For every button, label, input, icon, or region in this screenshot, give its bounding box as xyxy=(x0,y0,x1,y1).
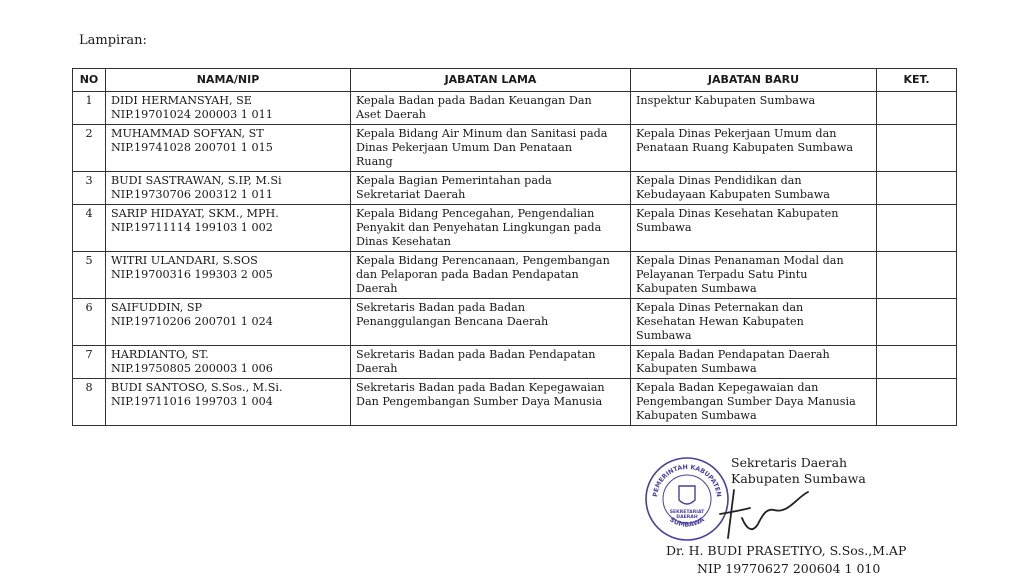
new-position-line: Pengembangan Sumber Daya Manusia xyxy=(636,395,856,408)
employee-name: SAIFUDDIN, SP xyxy=(111,301,203,314)
old-position-line: Dinas Pekerjaan Umum Dan Penataan xyxy=(356,141,573,154)
new-position-line: Sumbawa xyxy=(636,221,692,234)
new-position-line: Kepala Dinas Peternakan dan xyxy=(636,301,804,314)
old-position-line: Sekretariat Daerah xyxy=(356,188,466,201)
employee-nip: NIP.19710206 200701 1 024 xyxy=(111,315,273,328)
cell-nama-nip xyxy=(106,125,351,172)
cell-nama-nip xyxy=(106,346,351,379)
header-jabatan-lama: JABATAN LAMA xyxy=(351,69,631,92)
new-position-line: Kepala Badan Pendapatan Daerah xyxy=(636,348,830,361)
cell-jabatan-lama xyxy=(351,172,631,205)
old-position-line: Sekretaris Badan pada Badan Pendapatan xyxy=(356,348,596,361)
old-position-line: dan Pelaporan pada Badan Pendapatan xyxy=(356,268,579,281)
table-row xyxy=(73,172,957,205)
table-row xyxy=(73,252,957,299)
employee-nip: NIP.19711016 199703 1 004 xyxy=(111,395,273,408)
cell-ket xyxy=(877,299,957,346)
old-position-line: Kepala Bidang Pencegahan, Pengendalian xyxy=(356,207,595,220)
employee-nip: NIP.19730706 200312 1 011 xyxy=(111,188,273,201)
cell-no: 3 xyxy=(73,172,106,205)
employee-name: BUDI SANTOSO, S.Sos., M.Si. xyxy=(111,381,283,394)
cell-nama-nip xyxy=(106,205,351,252)
employee-name: BUDI SASTRAWAN, S.IP, M.Si xyxy=(111,174,282,187)
cell-no: 2 xyxy=(73,125,106,172)
old-position-line: Ruang xyxy=(356,155,393,168)
new-position-line: Kepala Dinas Penanaman Modal dan xyxy=(636,254,844,267)
signatory-name: Dr. H. BUDI PRASETIYO, S.Sos.,M.AP xyxy=(666,543,907,558)
cell-nama-nip xyxy=(106,379,351,426)
stamp-bottom-text: SUMBAWA xyxy=(668,515,706,529)
new-position-line: Sumbawa xyxy=(636,329,692,342)
signatory-title-1: Sekretaris Daerah xyxy=(731,455,848,470)
cell-jabatan-baru xyxy=(631,172,877,205)
new-position-line: Kabupaten Sumbawa xyxy=(636,362,757,375)
new-position-line: Kepala Dinas Pekerjaan Umum dan xyxy=(636,127,837,140)
cell-no: 5 xyxy=(73,252,106,299)
cell-no: 7 xyxy=(73,346,106,379)
cell-nama-nip xyxy=(106,172,351,205)
cell-no: 4 xyxy=(73,205,106,252)
cell-jabatan-baru xyxy=(631,346,877,379)
cell-nama-nip xyxy=(106,252,351,299)
table-row xyxy=(73,92,957,125)
cell-jabatan-lama xyxy=(351,379,631,426)
signatory-nip: NIP 19770627 200604 1 010 xyxy=(697,561,881,576)
stamp-emblem-icon xyxy=(679,486,695,504)
stamp-top-text: PEMERINTAH KABUPATEN xyxy=(652,463,722,498)
old-position-line: Dinas Kesehatan xyxy=(356,235,452,248)
new-position-line: Kabupaten Sumbawa xyxy=(636,282,757,295)
header-ket: KET. xyxy=(877,69,957,92)
new-position-line: Kepala Dinas Pendidikan dan xyxy=(636,174,802,187)
employee-name: HARDIANTO, ST. xyxy=(111,348,209,361)
new-position-line: Penataan Ruang Kabupaten Sumbawa xyxy=(636,141,853,154)
cell-ket xyxy=(877,205,957,252)
cell-jabatan-lama xyxy=(351,205,631,252)
old-position-line: Penanggulangan Bencana Daerah xyxy=(356,315,549,328)
new-position-line: Kepala Badan Kepegawaian dan xyxy=(636,381,819,394)
new-position-line: Inspektur Kabupaten Sumbawa xyxy=(636,94,816,107)
old-position-line: Kepala Badan pada Badan Keuangan Dan xyxy=(356,94,592,107)
employee-nip: NIP.19741028 200701 1 015 xyxy=(111,141,273,154)
cell-ket xyxy=(877,252,957,299)
table-row xyxy=(73,379,957,426)
cell-jabatan-baru xyxy=(631,379,877,426)
old-position-line: Penyakit dan Penyehatan Lingkungan pada xyxy=(356,221,602,234)
signatory-title-2: Kabupaten Sumbawa xyxy=(731,471,866,486)
new-position-line: Kabupaten Sumbawa xyxy=(636,409,757,422)
cell-jabatan-baru xyxy=(631,125,877,172)
old-position-line: Kepala Bagian Pemerintahan pada xyxy=(356,174,552,187)
table-header-row xyxy=(73,69,957,92)
cell-no: 8 xyxy=(73,379,106,426)
table-row xyxy=(73,299,957,346)
stamp-center-text-1: SEKRETARIAT xyxy=(669,510,705,515)
table-row xyxy=(73,346,957,379)
cell-jabatan-lama xyxy=(351,252,631,299)
new-position-line: Kebudayaan Kabupaten Sumbawa xyxy=(636,188,830,201)
table-row xyxy=(73,205,957,252)
cell-jabatan-baru xyxy=(631,299,877,346)
cell-jabatan-lama xyxy=(351,92,631,125)
old-position-line: Daerah xyxy=(356,362,398,375)
cell-no: 6 xyxy=(73,299,106,346)
handwritten-signature xyxy=(712,488,812,540)
cell-jabatan-lama xyxy=(351,299,631,346)
cell-jabatan-baru xyxy=(631,92,877,125)
assignment-table xyxy=(72,68,957,426)
cell-ket xyxy=(877,346,957,379)
new-position-line: Pelayanan Terpadu Satu Pintu xyxy=(636,268,808,281)
new-position-line: Kepala Dinas Kesehatan Kabupaten xyxy=(636,207,839,220)
employee-name: DIDI HERMANSYAH, SE xyxy=(111,94,252,107)
new-position-line: Kesehatan Hewan Kabupaten xyxy=(636,315,804,328)
cell-nama-nip xyxy=(106,92,351,125)
cell-ket xyxy=(877,172,957,205)
old-position-line: Aset Daerah xyxy=(356,108,426,121)
stamp-center-text-2: DAERAH xyxy=(676,515,698,520)
old-position-line: Sekretaris Badan pada Badan xyxy=(356,301,526,314)
old-position-line: Dan Pengembangan Sumber Daya Manusia xyxy=(356,395,603,408)
cell-ket xyxy=(877,379,957,426)
employee-nip: NIP.19711114 199103 1 002 xyxy=(111,221,273,234)
header-jabatan-baru: JABATAN BARU xyxy=(631,69,877,92)
cell-jabatan-lama xyxy=(351,346,631,379)
lampiran-label: Lampiran: xyxy=(79,33,147,48)
employee-name: SARIP HIDAYAT, SKM., MPH. xyxy=(111,207,279,220)
old-position-line: Kepala Bidang Perencanaan, Pengembangan xyxy=(356,254,610,267)
cell-jabatan-baru xyxy=(631,205,877,252)
header-no: NO xyxy=(73,69,106,92)
cell-ket xyxy=(877,125,957,172)
header-nama-nip: NAMA/NIP xyxy=(106,69,351,92)
cell-ket xyxy=(877,92,957,125)
cell-nama-nip xyxy=(106,299,351,346)
employee-name: MUHAMMAD SOFYAN, ST xyxy=(111,127,264,140)
employee-nip: NIP.19700316 199303 2 005 xyxy=(111,268,273,281)
employee-name: WITRI ULANDARI, S.SOS xyxy=(111,254,258,267)
employee-nip: NIP.19750805 200003 1 006 xyxy=(111,362,273,375)
cell-jabatan-baru xyxy=(631,252,877,299)
old-position-line: Sekretaris Badan pada Badan Kepegawaian xyxy=(356,381,605,394)
cell-jabatan-lama xyxy=(351,125,631,172)
table-row xyxy=(73,125,957,172)
old-position-line: Daerah xyxy=(356,282,398,295)
old-position-line: Kepala Bidang Air Minum dan Sanitasi pada xyxy=(356,127,608,140)
employee-nip: NIP.19701024 200003 1 011 xyxy=(111,108,273,121)
cell-no: 1 xyxy=(73,92,106,125)
